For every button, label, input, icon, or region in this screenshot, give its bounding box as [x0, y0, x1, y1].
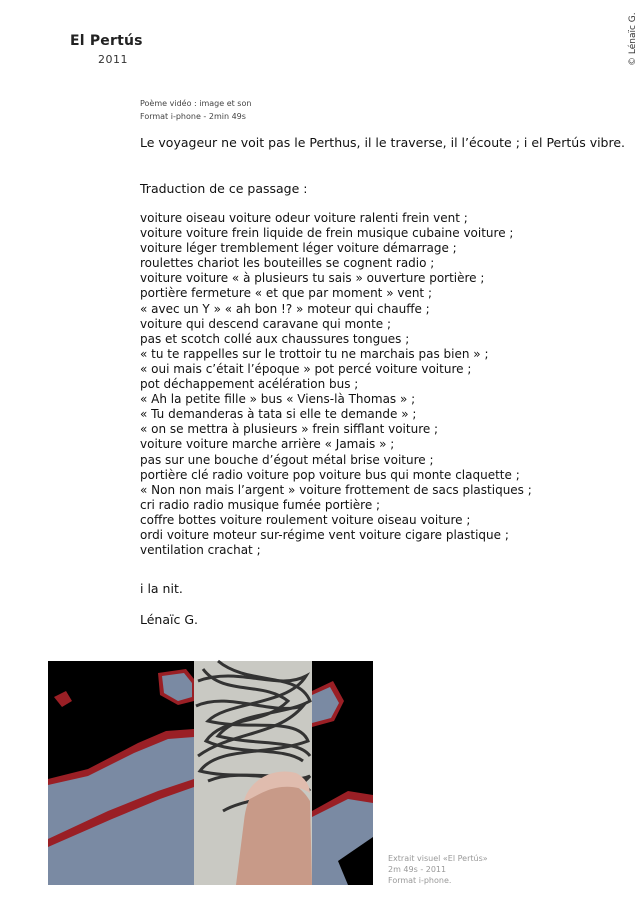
metadata-line: Poème vidéo : image et son [140, 99, 252, 108]
poem-line: ventilation crachat ; [140, 543, 261, 558]
poem-line: « Non non mais l’argent » voiture frottement de sacs plastiques ; [140, 482, 532, 497]
poem-line: voiture léger tremblement léger voiture démarrage ; [140, 241, 457, 256]
poem-line: voiture oiseau voiture odeur voiture ralenti frein vent ; [140, 211, 468, 225]
poem-line: pot déchappement acélération bus ; [140, 377, 359, 392]
poem-line: « on se mettra à plusieurs » frein sifflant voiture ; [140, 422, 439, 437]
work-metadata [140, 97, 251, 123]
poem-line: coffre bottes voiture roulement voiture oiseau voiture ; [140, 512, 471, 527]
page-title: El Pertús [70, 33, 143, 49]
caption-line: Extrait visuel «El Pertús» [388, 854, 488, 863]
poem-line: voiture voiture frein liquide de frein musique cubaine voiture ; [140, 226, 514, 241]
poem-line: « oui mais c’était l’époque » pot percé voiture voiture ; [140, 361, 472, 376]
poem-line: portière clé radio voiture pop voiture bus qui monte claquette ; [140, 467, 520, 482]
poem-line: cri radio radio musique fumée portière ; [140, 497, 381, 512]
translation-heading: Traduction de ce passage : [140, 181, 308, 196]
image-caption [388, 853, 488, 886]
author-signature: Lénaïc G. [140, 612, 198, 627]
caption-line: 2m 49s - 2011 [388, 865, 447, 874]
poem-line: roulettes chariot les bouteilles se cognent radio ; [140, 256, 435, 271]
poem [140, 211, 532, 558]
page-year: 2011 [98, 53, 128, 66]
poem-line: voiture voiture marche arrière « Jamais » ; [140, 437, 395, 452]
poem-line: « Tu demanderas à tata si elle te demande » ; [140, 407, 417, 422]
copyright-notice [616, 8, 638, 72]
caption-line: Format i-phone. [388, 876, 452, 885]
copyright-text: © Lénaïc G. [628, 12, 638, 66]
metadata-line: Format i-phone - 2min 49s [140, 112, 246, 121]
poem-line: pas et scotch collé aux chaussures tongues ; [140, 331, 410, 346]
poem-line: portière fermeture « et que par moment » vent ; [140, 286, 432, 301]
lead-sentence: Le voyageur ne voit pas le Perthus, il le traverse, il l’écoute ; i el Pertús vibre. [140, 135, 626, 150]
poem-line: pas sur une bouche d’égout métal brise voiture ; [140, 452, 434, 467]
poem-line: voiture qui descend caravane qui monte ; [140, 316, 392, 331]
poem-closing-line: i la nit. [140, 581, 183, 596]
poem-line: « avec un Y » « ah bon !? » moteur qui chauffe ; [140, 301, 430, 316]
video-still-image [48, 661, 373, 885]
poem-line: voiture voiture « à plusieurs tu sais » ouverture portière ; [140, 271, 485, 286]
poem-line: ordi voiture moteur sur-régime vent voiture cigare plastique ; [140, 527, 509, 542]
video-still-drawing [48, 661, 373, 885]
poem-line: « Ah la petite fille » bus « Viens-là Thomas » ; [140, 392, 416, 407]
poem-line: « tu te rappelles sur le trottoir tu ne marchais pas bien » ; [140, 346, 489, 361]
